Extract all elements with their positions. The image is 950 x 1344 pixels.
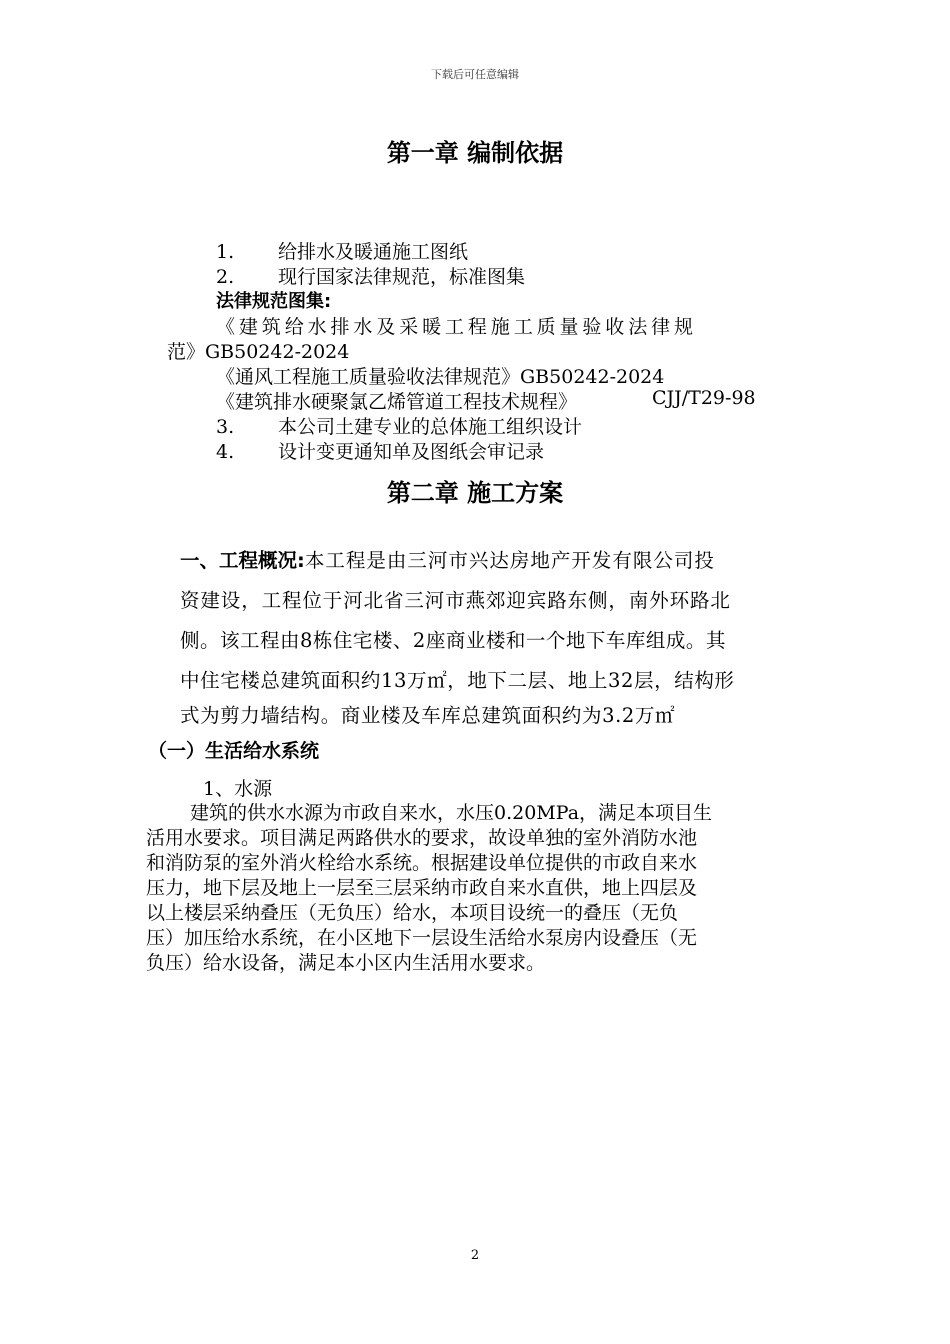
overview-line: 资建设，工程位于河北省三河市燕郊迎宾路东侧，南外环路北 — [180, 589, 731, 612]
water-line: 建筑的供水水源为市政自来水，水压0.20MPa，满足本项目生 — [190, 802, 713, 824]
page-number: 2 — [470, 1248, 480, 1263]
item-number: 1. — [216, 241, 235, 263]
overview-line — [180, 545, 798, 573]
list-item — [216, 437, 544, 464]
water-line: 以上楼层采纳叠压（无负压）给水，本项目设统一的叠压（无负 — [146, 902, 679, 924]
water-line: 活用水要求。项目满足两路供水的要求，故设单独的室外消防水池 — [146, 827, 698, 849]
list-item — [216, 262, 525, 289]
water-line: 压力，地下层及地上一层至三层采纳市政自来水直供，地上四层及 — [146, 877, 698, 899]
standards-subheading: 法律规范图集: — [216, 291, 332, 312]
subsection-heading: 1、水源 — [203, 778, 273, 800]
water-line: 压）加压给水系统，在小区地下一层设生活给水泵房内设叠压（无 — [146, 927, 698, 949]
item-text: 本公司土建专业的总体施工组织设计 — [278, 416, 583, 438]
standard-3-name: 《建筑排水硬聚氯乙烯管道工程技术规程》 — [216, 391, 578, 413]
overview-line: 式为剪力墙结构。商业楼及车库总建筑面积约为3.2万㎡ — [180, 704, 676, 727]
standard-1-line1: 《建筑给水排水及采暖工程施工质量验收法律规 — [216, 316, 697, 338]
page-header: 下载后可任意编辑 — [431, 68, 519, 81]
overview-text: 本工程是由三河市兴达房地产开发有限公司投 — [304, 549, 715, 572]
item-number: 4. — [216, 441, 235, 463]
item-number: 3. — [216, 416, 235, 438]
item-text: 给排水及暖通施工图纸 — [278, 241, 469, 263]
overview-line: 侧。该工程由8栋住宅楼、2座商业楼和一个地下车库组成。其 — [180, 629, 726, 652]
item-text: 现行国家法律规范，标准图集 — [278, 266, 526, 288]
overview-line: 中住宅楼总建筑面积约13万㎡，地下二层、地上32层，结构形 — [180, 669, 735, 692]
item-text: 设计变更通知单及图纸会审记录 — [278, 441, 545, 463]
chapter2-title: 第二章 施工方案 — [386, 479, 564, 507]
standard-2: 《通风工程施工质量验收法律规范》GB50242-2024 — [216, 366, 665, 388]
section-heading: （一）生活给水系统 — [148, 740, 320, 762]
list-item — [216, 237, 468, 264]
standard-1-line2: 范》GB50242-2024 — [167, 341, 350, 363]
chapter1-title: 第一章 编制依据 — [386, 139, 564, 167]
water-line: 负压）给水设备，满足本小区内生活用水要求。 — [146, 952, 546, 974]
item-number: 2. — [216, 266, 235, 288]
water-line: 和消防泵的室外消火栓给水系统。根据建设单位提供的市政自来水 — [146, 852, 698, 874]
standard-3 — [216, 387, 577, 414]
standard-3-code: CJJ/T29-98 — [652, 387, 756, 409]
overview-label: 一、工程概况: — [180, 549, 305, 572]
list-item — [216, 412, 582, 439]
